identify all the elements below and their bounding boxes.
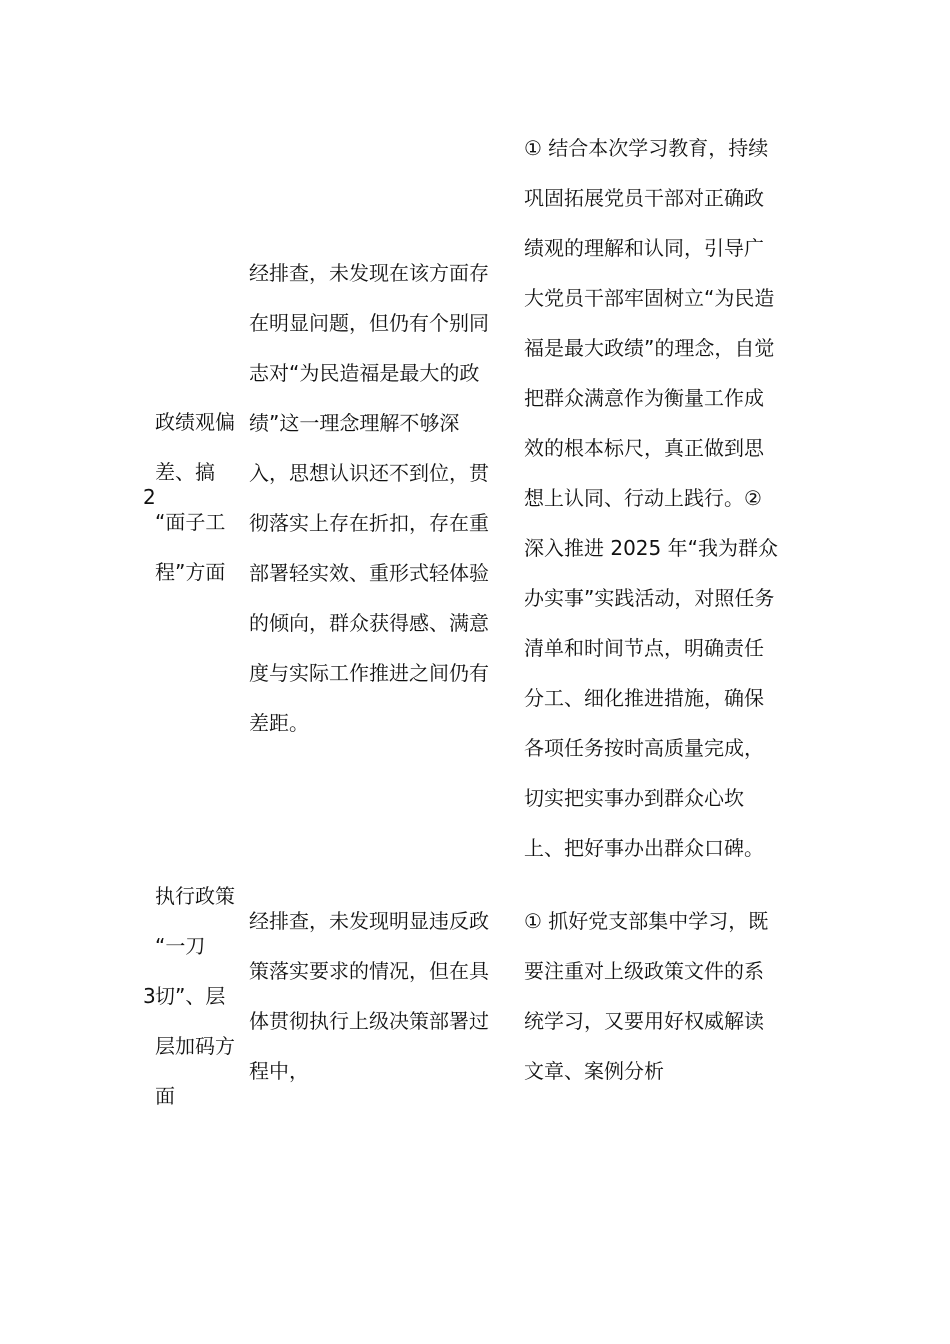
text-line: 切实把实事办到群众心坎 bbox=[524, 786, 744, 810]
text-line: 把群众满意作为衡量工作成 bbox=[524, 386, 764, 410]
text-line: 要注重对上级政策文件的系 bbox=[524, 959, 764, 983]
text-line: 差距。 bbox=[249, 711, 309, 735]
text-line: 在明显问题，但仍有个别同 bbox=[249, 311, 489, 335]
measures-cell bbox=[524, 123, 778, 873]
text-line: 面 bbox=[155, 1084, 175, 1108]
text-line: 效的根本标尺，真正做到思 bbox=[524, 436, 764, 460]
text-line: 文章、案例分析 bbox=[524, 1059, 664, 1083]
text-line: 绩”这一理念理解不够深 bbox=[249, 411, 460, 435]
row-number: 2 bbox=[143, 485, 156, 509]
text-line: 巩固拓展党员干部对正确政 bbox=[524, 186, 764, 210]
finding-cell bbox=[249, 896, 489, 1096]
text-line: 策落实要求的情况，但在具 bbox=[249, 959, 489, 983]
text-line: 经排查，未发现在该方面存 bbox=[249, 261, 489, 285]
text-line: 层加码方 bbox=[155, 1034, 235, 1058]
text-line: 想上认同、行动上践行。② bbox=[524, 486, 762, 510]
row-number: 3 bbox=[143, 984, 156, 1008]
text-line: 政绩观偏 bbox=[155, 410, 235, 434]
issue-cell bbox=[155, 871, 235, 1121]
text-line: 程中， bbox=[249, 1059, 309, 1083]
text-line: ① 抓好党支部集中学习，既 bbox=[524, 909, 769, 933]
issue-cell bbox=[155, 397, 235, 597]
finding-cell bbox=[249, 248, 489, 748]
text-line: 绩观的理解和认同，引导广 bbox=[524, 236, 764, 260]
text-line: 度与实际工作推进之间仍有 bbox=[249, 661, 489, 685]
text-line: 程”方面 bbox=[155, 560, 226, 584]
text-line: 经排查，未发现明显违反政 bbox=[249, 909, 489, 933]
text-line: ① 结合本次学习教育，持续 bbox=[524, 136, 769, 160]
text-line: 上、把好事办出群众口碑。 bbox=[524, 836, 764, 860]
text-line: 执行政策 bbox=[155, 884, 235, 908]
text-line: “一刀 bbox=[155, 934, 206, 958]
text-line: 彻落实上存在折扣，存在重 bbox=[249, 511, 489, 535]
text-line: 分工、细化推进措施，确保 bbox=[524, 686, 764, 710]
text-line: 的倾向，群众获得感、满意 bbox=[249, 611, 489, 635]
text-line: 福是最大政绩”的理念，自觉 bbox=[524, 336, 775, 360]
measures-cell bbox=[524, 896, 768, 1096]
text-line: 切”、层 bbox=[155, 984, 226, 1008]
text-line: 各项任务按时高质量完成， bbox=[524, 736, 764, 760]
text-line: 志对“为民造福是最大的政 bbox=[249, 361, 480, 385]
text-line: 清单和时间节点，明确责任 bbox=[524, 636, 764, 660]
text-line: 差、搞 bbox=[155, 460, 215, 484]
text-line: 大党员干部牢固树立“为民造 bbox=[524, 286, 775, 310]
text-line: “面子工 bbox=[155, 510, 226, 534]
text-line: 入，思想认识还不到位，贯 bbox=[249, 461, 489, 485]
text-line: 体贯彻执行上级决策部署过 bbox=[249, 1009, 489, 1033]
text-line: 统学习，又要用好权威解读 bbox=[524, 1009, 764, 1033]
text-line: 深入推进 2025 年“我为群众 bbox=[524, 536, 778, 560]
text-line: 办实事”实践活动，对照任务 bbox=[524, 586, 775, 610]
text-line: 部署轻实效、重形式轻体验 bbox=[249, 561, 489, 585]
